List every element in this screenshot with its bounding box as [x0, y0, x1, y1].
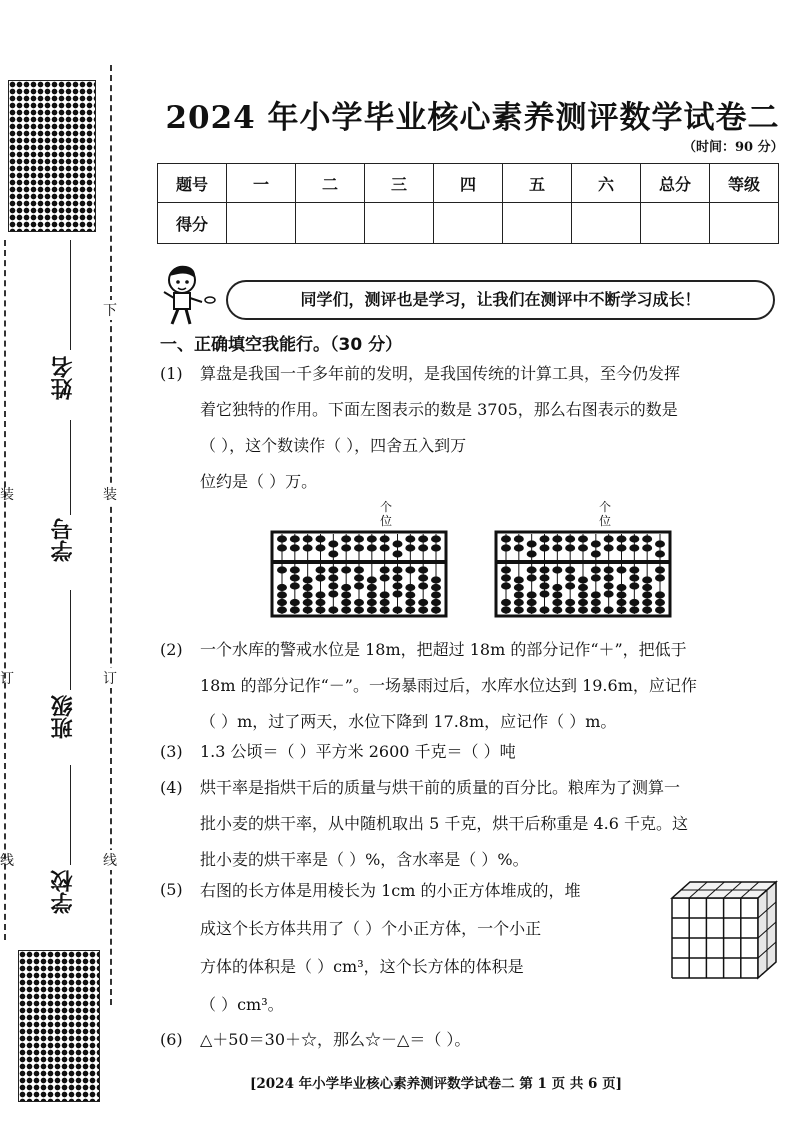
abacus-bead — [642, 584, 652, 591]
header-cell: 一 — [227, 164, 296, 203]
abacus-bead — [303, 535, 313, 542]
cuboid-figure — [668, 876, 780, 982]
question-number: (3) — [160, 742, 183, 761]
header-cell: 总分 — [641, 164, 710, 203]
abacus-bead — [540, 606, 550, 613]
abacus-bead — [591, 591, 601, 598]
abacus-bead — [303, 591, 313, 598]
abacus-bead — [591, 574, 601, 581]
abacus-bead — [591, 566, 601, 573]
abacus-left-label: 个位 — [379, 500, 392, 528]
student-id-label: 学号 — [51, 518, 76, 562]
header-cell: 二 — [296, 164, 365, 203]
encouragement-bubble: 同学们，测评也是学习，让我们在测评中不断学习成长！ — [226, 280, 775, 320]
abacus-bead — [367, 535, 377, 542]
question-number: (4) — [160, 778, 183, 797]
abacus-bead — [552, 599, 562, 606]
abacus-bead — [629, 566, 639, 573]
abacus-bead — [418, 599, 428, 606]
abacus-bead — [380, 544, 390, 551]
abacus-bead — [629, 582, 639, 589]
section-1-heading: 一、正确填空我能行。（30 分） — [160, 335, 403, 355]
abacus-bead — [540, 582, 550, 589]
question-text-line: 算盘是我国一千多年前的发明，是我国传统的计算工具，至今仍发挥 — [200, 364, 681, 383]
abacus-bead — [514, 591, 524, 598]
abacus-bead — [514, 576, 524, 583]
question-text-line: 成这个长方体共用了（ ）个小正方体，一个小正 — [200, 919, 542, 938]
score-table — [157, 163, 779, 244]
abacus-bead — [617, 599, 627, 606]
abacus-bead — [431, 599, 441, 606]
question-2 — [160, 632, 780, 740]
question-number: (6) — [160, 1030, 183, 1049]
score-cell[interactable] — [572, 203, 641, 244]
abacus-bead — [393, 582, 403, 589]
abacus-bead — [617, 535, 627, 542]
abacus-bead — [514, 606, 524, 613]
abacus-right — [494, 530, 672, 618]
abacus-bead — [405, 535, 415, 542]
header-cell: 三 — [365, 164, 434, 203]
abacus-bead — [604, 566, 614, 573]
abacus-bead — [354, 566, 364, 573]
question-text-line: （ ）cm³。 — [200, 995, 284, 1014]
abacus-bead — [501, 544, 511, 551]
score-cell[interactable] — [503, 203, 572, 244]
class-line — [70, 590, 71, 690]
abacus-bead — [405, 606, 415, 613]
binding-char-zhuang-left: 装 — [0, 487, 14, 503]
question-number: (2) — [160, 640, 183, 659]
abacus-bead — [591, 599, 601, 606]
abacus-bead — [629, 535, 639, 542]
abacus-bead — [629, 606, 639, 613]
abacus-bead — [642, 576, 652, 583]
abacus-bead — [393, 590, 403, 597]
abacus-bead — [303, 606, 313, 613]
abacus-bead — [354, 606, 364, 613]
abacus-bead — [527, 540, 537, 547]
binding-char-ding-left: 订 — [0, 671, 14, 687]
header-cell: 六 — [572, 164, 641, 203]
abacus-bead — [617, 591, 627, 598]
abacus-bead — [527, 550, 537, 557]
abacus-bead — [328, 590, 338, 597]
abacus-bead — [501, 574, 511, 581]
cartoon-student-icon — [160, 262, 220, 328]
abacus-bead — [341, 606, 351, 613]
school-line — [70, 765, 71, 865]
abacus-bead — [514, 535, 524, 542]
abacus-bead — [527, 591, 537, 598]
abacus-bead — [642, 544, 652, 551]
abacus-bead — [341, 584, 351, 591]
abacus-bead — [501, 606, 511, 613]
abacus-bead — [341, 566, 351, 573]
abacus-bead — [367, 591, 377, 598]
abacus-bead — [290, 566, 300, 573]
abacus-bead — [655, 599, 665, 606]
question-text-line: 1.3 公顷＝（ ）平方米 2600 千克＝（ ）吨 — [200, 742, 516, 761]
abacus-bead — [552, 535, 562, 542]
score-cell[interactable] — [227, 203, 296, 244]
question-4 — [160, 770, 780, 878]
abacus-bead — [405, 584, 415, 591]
score-table-score-row — [158, 203, 779, 244]
question-text-line: △＋50＝30＋☆，那么☆－△＝（ ）。 — [200, 1030, 471, 1049]
score-cell[interactable] — [434, 203, 503, 244]
abacus-bead — [565, 574, 575, 581]
abacus-bead — [604, 544, 614, 551]
score-table-header-row — [158, 164, 779, 203]
abacus-bead — [591, 606, 601, 613]
binding-char-ding-right: 订 — [103, 668, 117, 688]
abacus-bead — [316, 606, 326, 613]
abacus-bead — [380, 574, 390, 581]
abacus-bead — [328, 540, 338, 547]
question-text-line: 批小麦的烘干率，从中随机取出 5 千克，烘干后称重是 4.6 千克。这 — [200, 814, 688, 833]
abacus-bead — [290, 535, 300, 542]
abacus-bead — [277, 584, 287, 591]
abacus-bead — [565, 535, 575, 542]
score-cell[interactable] — [365, 203, 434, 244]
abacus-bead — [328, 574, 338, 581]
header-cell: 题号 — [158, 164, 227, 203]
abacus-bead — [501, 535, 511, 542]
abacus-bead — [380, 566, 390, 573]
abacus-bead — [290, 606, 300, 613]
abacus-bead — [552, 566, 562, 573]
header-cell: 等级 — [710, 164, 779, 203]
question-6 — [160, 1022, 780, 1058]
abacus-bead — [431, 544, 441, 551]
abacus-bead — [514, 544, 524, 551]
question-3 — [160, 734, 780, 770]
abacus-bead — [565, 582, 575, 589]
abacus-bead — [367, 544, 377, 551]
abacus-bead — [565, 599, 575, 606]
abacus-bead — [527, 574, 537, 581]
abacus-bead — [540, 590, 550, 597]
abacus-bead — [328, 566, 338, 573]
time-note: （时间：90 分） — [683, 140, 784, 155]
abacus-bead — [303, 584, 313, 591]
abacus-bead — [617, 566, 627, 573]
abacus-bead — [303, 544, 313, 551]
abacus-bead — [591, 540, 601, 547]
abacus-bead — [380, 599, 390, 606]
abacus-bead — [393, 540, 403, 547]
abacus-bead — [341, 591, 351, 598]
abacus-bead — [290, 544, 300, 551]
question-text-line: 位约是（ ）万。 — [200, 472, 318, 491]
abacus-bead — [431, 535, 441, 542]
abacus-bead — [604, 574, 614, 581]
abacus-bead — [290, 574, 300, 581]
abacus-bead — [367, 576, 377, 583]
abacus-bead — [303, 576, 313, 583]
abacus-bead — [591, 550, 601, 557]
page-footer: [2024 年小学毕业核心素养测评数学试卷二 第 1 页 共 6 页] — [250, 1076, 623, 1092]
abacus-bead — [418, 544, 428, 551]
abacus-bead — [655, 574, 665, 581]
abacus-right-label: 个位 — [598, 500, 611, 528]
question-5 — [160, 872, 660, 1024]
abacus-bead — [527, 599, 537, 606]
question-text-line: 烘干率是指烘干后的质量与烘干前的质量的百分比。粮库为了测算一 — [200, 778, 681, 797]
abacus-bead — [527, 606, 537, 613]
abacus-bead — [418, 582, 428, 589]
score-cell[interactable] — [710, 203, 779, 244]
abacus-bead — [501, 566, 511, 573]
abacus-bead — [604, 606, 614, 613]
abacus-bead — [552, 606, 562, 613]
abacus-bead — [328, 550, 338, 557]
abacus-bead — [277, 535, 287, 542]
abacus-bead — [642, 591, 652, 598]
abacus-bead — [277, 599, 287, 606]
abacus-bead — [367, 584, 377, 591]
abacus-bead — [354, 582, 364, 589]
abacus-bead — [655, 566, 665, 573]
name-label: 姓名 — [51, 356, 76, 400]
abacus-bead — [655, 550, 665, 557]
abacus-bead — [578, 535, 588, 542]
abacus-bead — [578, 591, 588, 598]
abacus-bead — [303, 599, 313, 606]
question-1 — [160, 356, 780, 500]
score-cell[interactable] — [296, 203, 365, 244]
abacus-bead — [354, 599, 364, 606]
abacus-bead — [405, 566, 415, 573]
abacus-bead — [578, 584, 588, 591]
question-text-line: 方体的体积是（ ）cm³，这个长方体的体积是 — [200, 957, 524, 976]
abacus-bead — [604, 582, 614, 589]
checker-block-top — [8, 80, 96, 232]
abacus-bead — [617, 544, 627, 551]
abacus-bead — [655, 591, 665, 598]
question-text-line: （ ），这个数读作（ ），四舍五入到万 — [200, 436, 467, 455]
abacus-bead — [277, 544, 287, 551]
abacus-bead — [514, 599, 524, 606]
abacus-bead — [617, 606, 627, 613]
abacus-bead — [642, 599, 652, 606]
abacus-bead — [316, 599, 326, 606]
school-label: 学校 — [51, 870, 76, 914]
abacus-bead — [604, 535, 614, 542]
abacus-bead — [629, 599, 639, 606]
abacus-bead — [629, 574, 639, 581]
abacus-bead — [405, 544, 415, 551]
abacus-bead — [341, 535, 351, 542]
abacus-bead — [290, 599, 300, 606]
abacus-bead — [277, 606, 287, 613]
abacus-bead — [527, 566, 537, 573]
abacus-bead — [578, 599, 588, 606]
abacus-bead — [642, 606, 652, 613]
name-line — [70, 240, 71, 350]
checker-block-bottom — [18, 950, 100, 1102]
abacus-bead — [418, 535, 428, 542]
abacus-bead — [380, 591, 390, 598]
question-text-line: 18m 的部分记作“－”。一场暴雨过后，水库水位达到 19.6m，应记作 — [200, 676, 697, 695]
student-id-line — [70, 420, 71, 515]
abacus-bead — [328, 606, 338, 613]
abacus-bead — [418, 606, 428, 613]
abacus-bead — [418, 574, 428, 581]
question-number: (1) — [160, 364, 183, 383]
abacus-bead — [354, 574, 364, 581]
abacus-bead — [540, 574, 550, 581]
abacus-bead — [655, 606, 665, 613]
abacus-bead — [578, 544, 588, 551]
abacus-bead — [328, 582, 338, 589]
question-text-line: 一个水库的警戒水位是 18m，把超过 18m 的部分记作“＋”，把低于 — [200, 640, 687, 659]
abacus-bead — [501, 599, 511, 606]
class-label: 班级 — [51, 695, 76, 739]
binding-char-zhuang-right: 装 — [103, 484, 117, 504]
abacus-bead — [316, 574, 326, 581]
abacus-bead — [431, 584, 441, 591]
abacus-bead — [540, 566, 550, 573]
abacus-bead — [604, 590, 614, 597]
abacus-bead — [316, 535, 326, 542]
abacus-bead — [405, 599, 415, 606]
dashed-cut-line-left — [4, 240, 6, 940]
score-cell[interactable] — [641, 203, 710, 244]
abacus-left — [270, 530, 448, 618]
abacus-bead — [629, 544, 639, 551]
question-text-line: 着它独特的作用。下面左图表示的数是 3705，那么右图表示的数是 — [200, 400, 678, 419]
abacus-bead — [341, 599, 351, 606]
header-cell: 四 — [434, 164, 503, 203]
abacus-bead — [277, 591, 287, 598]
abacus-bead — [367, 606, 377, 613]
abacus-bead — [565, 566, 575, 573]
abacus-bead — [565, 544, 575, 551]
abacus-bead — [514, 584, 524, 591]
abacus-bead — [354, 544, 364, 551]
abacus-bead — [316, 566, 326, 573]
question-text-line: 批小麦的烘干率是（ ）%，含水率是（ ）%。 — [200, 850, 529, 869]
abacus-bead — [418, 566, 428, 573]
abacus-bead — [393, 574, 403, 581]
abacus-bead — [617, 584, 627, 591]
question-text-line: 右图的长方体是用棱长为 1cm 的小正方体堆成的，堆 — [200, 881, 581, 900]
abacus-bead — [393, 606, 403, 613]
abacus-bead — [540, 544, 550, 551]
abacus-bead — [393, 550, 403, 557]
abacus-bead — [341, 544, 351, 551]
abacus-bead — [655, 540, 665, 547]
abacus-bead — [354, 535, 364, 542]
abacus-bead — [431, 576, 441, 583]
abacus-bead — [540, 535, 550, 542]
abacus-bead — [380, 606, 390, 613]
abacus-bead — [578, 606, 588, 613]
abacus-bead — [277, 566, 287, 573]
abacus-bead — [380, 535, 390, 542]
abacus-bead — [405, 591, 415, 598]
question-text-line: （ ）m，过了两天，水位下降到 17.8m，应记作（ ）m。 — [200, 712, 617, 731]
abacus-bead — [290, 582, 300, 589]
abacus-bead — [552, 584, 562, 591]
abacus-bead — [578, 576, 588, 583]
question-number: (5) — [160, 880, 183, 899]
abacus-bead — [552, 544, 562, 551]
abacus-bead — [565, 606, 575, 613]
abacus-bead — [431, 591, 441, 598]
abacus-bead — [316, 544, 326, 551]
binding-char-xian-right: 线 — [103, 850, 117, 870]
binding-char-xia-right: 下 — [103, 300, 117, 320]
header-cell: 五 — [503, 164, 572, 203]
abacus-bead — [552, 591, 562, 598]
row-label-cell: 得分 — [158, 203, 227, 244]
abacus-bead — [316, 591, 326, 598]
abacus-bead — [431, 606, 441, 613]
abacus-bead — [642, 535, 652, 542]
abacus-bead — [393, 566, 403, 573]
binding-char-xian-left: 线 — [0, 853, 14, 869]
exam-title: 2024 年小学毕业核心素养测评数学试卷二 — [165, 100, 780, 136]
abacus-bead — [501, 582, 511, 589]
abacus-bead — [367, 599, 377, 606]
